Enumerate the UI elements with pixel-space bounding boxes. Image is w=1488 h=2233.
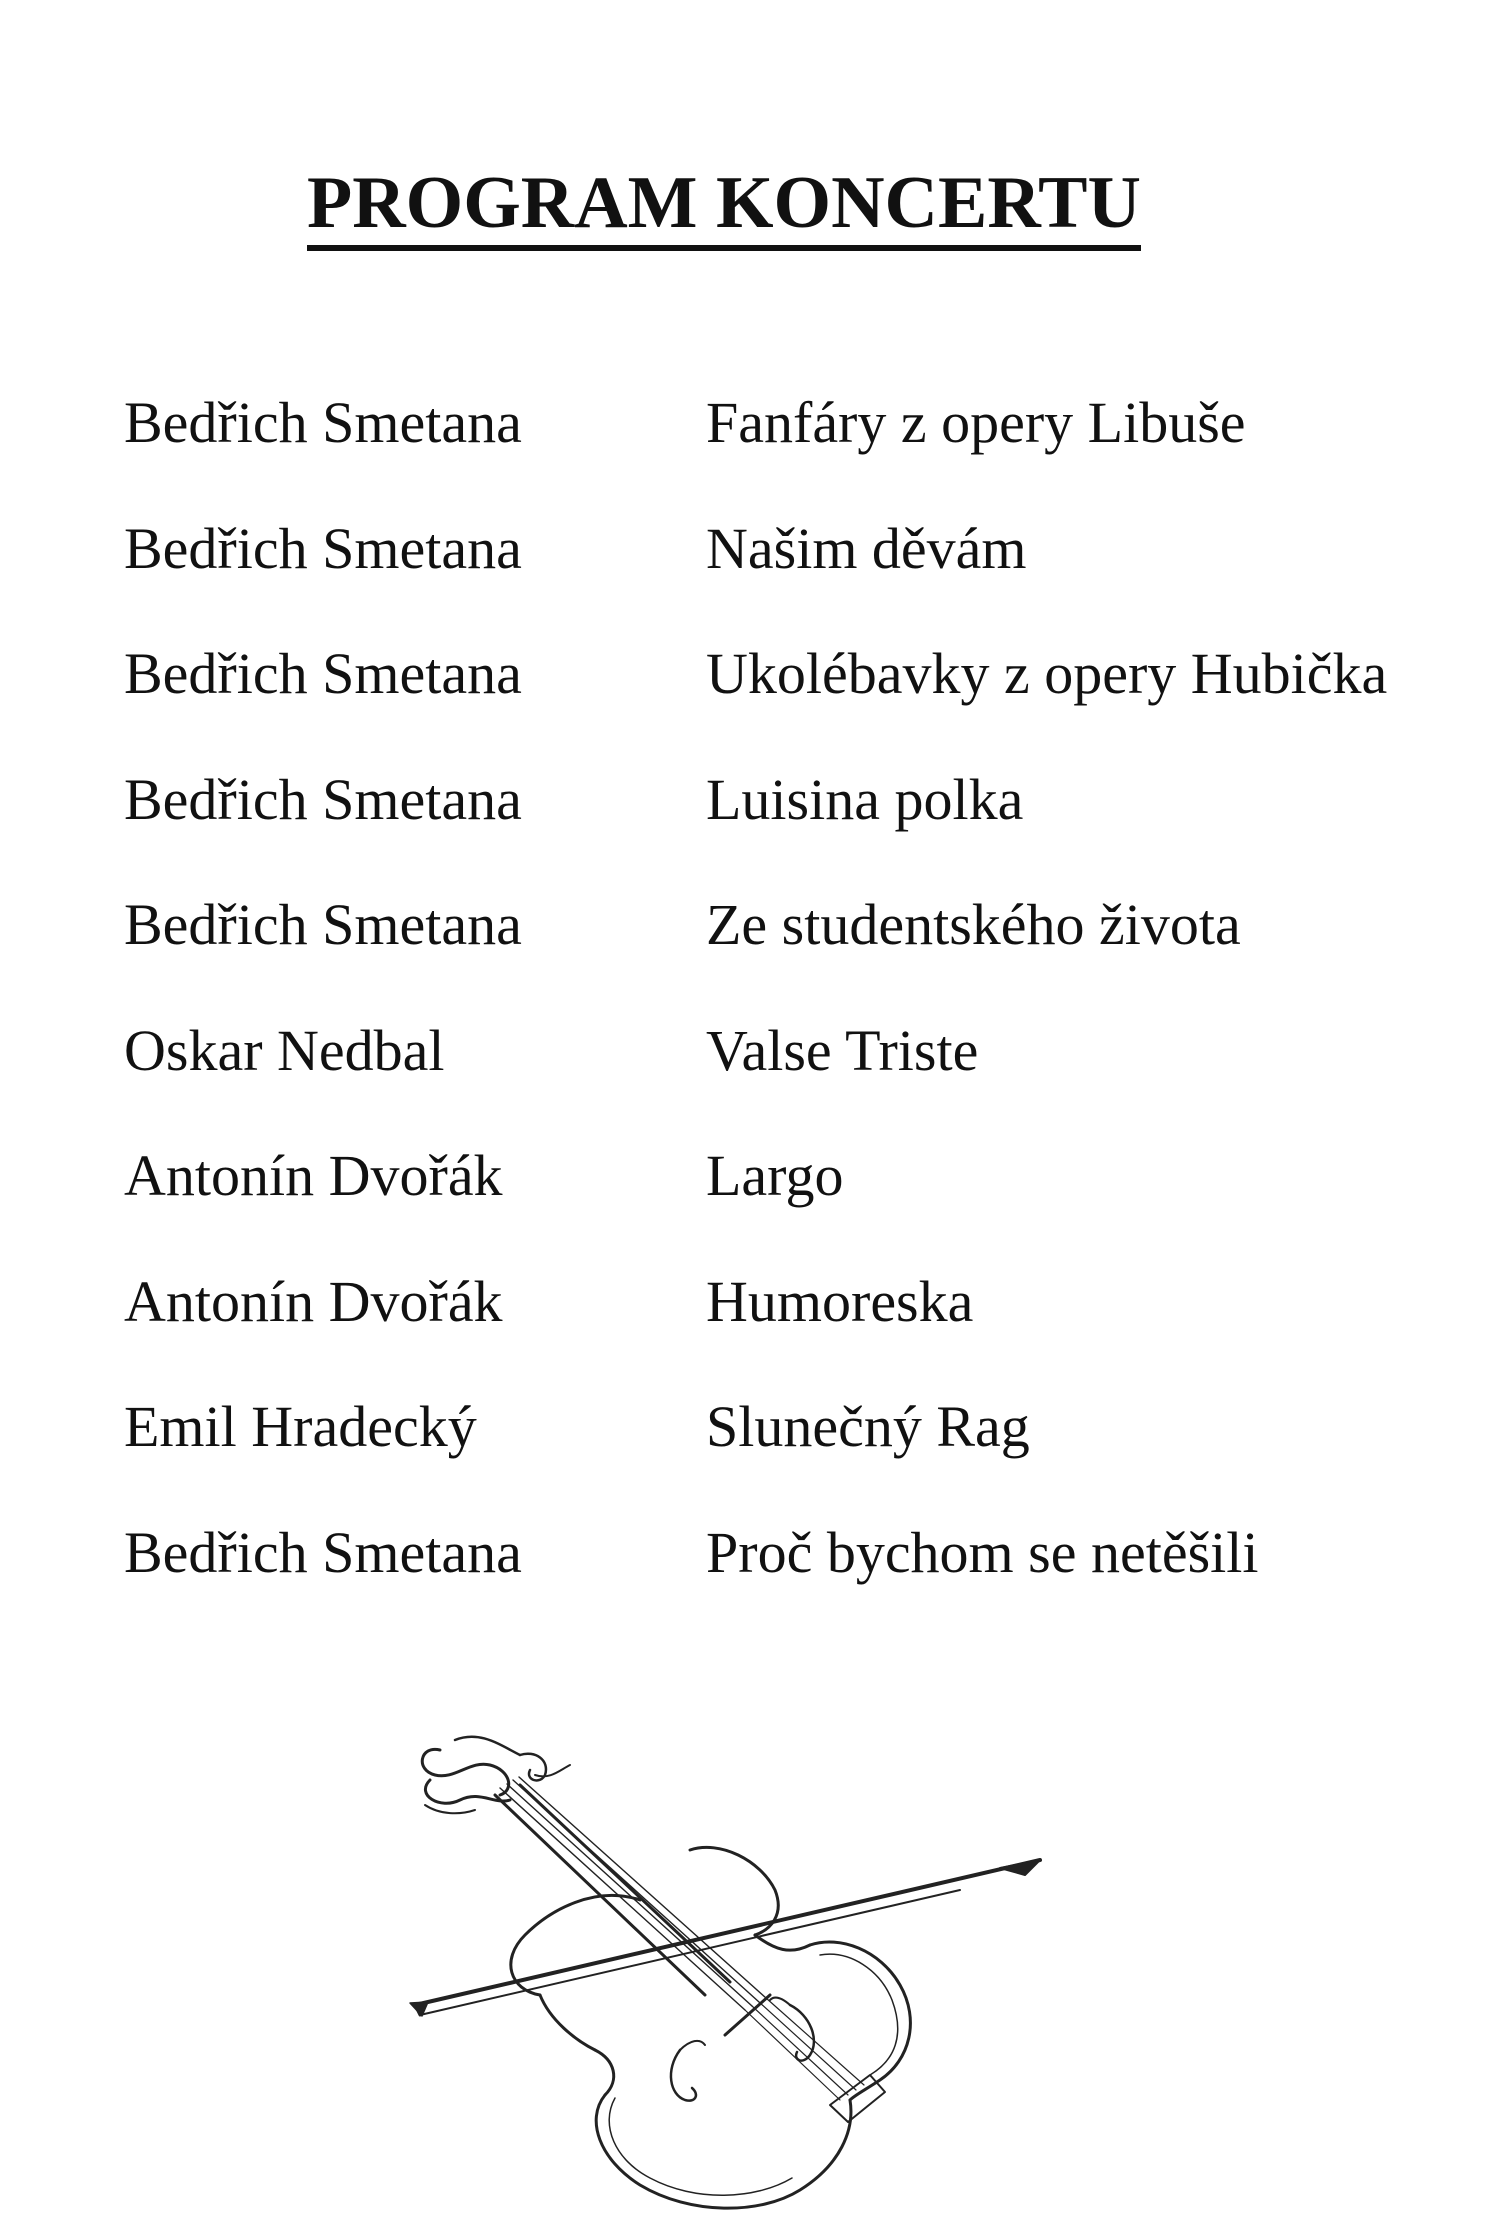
composer-name: Bedřich Smetana: [124, 641, 522, 706]
program-row: [124, 514, 1454, 640]
violin-icon: [400, 1720, 1080, 2220]
composer-name: Oskar Nedbal: [124, 1017, 445, 1083]
program-row: [124, 1016, 1454, 1142]
page-title-text: PROGRAM KONCERTU: [307, 161, 1141, 251]
composer-name: Emil Hradecký: [124, 1394, 477, 1459]
composer-name: Bedřich Smetana: [124, 892, 522, 957]
composer-name: Antonín Dvořák: [124, 1268, 503, 1334]
piece-title: Largo: [706, 1143, 844, 1208]
program-row: [124, 1267, 1454, 1393]
program-row: [124, 890, 1454, 1016]
program-row: [124, 1141, 1454, 1267]
piece-title: Slunečný Rag: [706, 1394, 1030, 1459]
program-row: [124, 639, 1454, 765]
piece-title: Našim děvám: [706, 515, 1027, 581]
composer-name: Bedřich Smetana: [124, 515, 522, 581]
piece-title: Fanfáry z opery Libuše: [706, 390, 1246, 455]
composer-name: Bedřich Smetana: [124, 1519, 522, 1585]
program-list: [124, 388, 1454, 1643]
program-row: [124, 1518, 1454, 1644]
piece-title: Humoreska: [706, 1268, 974, 1334]
piece-title: Ze studentského života: [706, 892, 1241, 957]
piece-title: Valse Triste: [706, 1017, 979, 1083]
composer-name: Antonín Dvořák: [124, 1143, 503, 1208]
piece-title: Ukolébavky z opery Hubička: [706, 641, 1388, 706]
composer-name: Bedřich Smetana: [124, 766, 522, 832]
program-row: [124, 388, 1454, 514]
program-row: [124, 1392, 1454, 1518]
program-row: [124, 765, 1454, 891]
piece-title: Luisina polka: [706, 766, 1024, 832]
composer-name: Bedřich Smetana: [124, 390, 522, 455]
piece-title: Proč bychom se netěšili: [706, 1519, 1259, 1585]
page-title: [0, 158, 1468, 251]
